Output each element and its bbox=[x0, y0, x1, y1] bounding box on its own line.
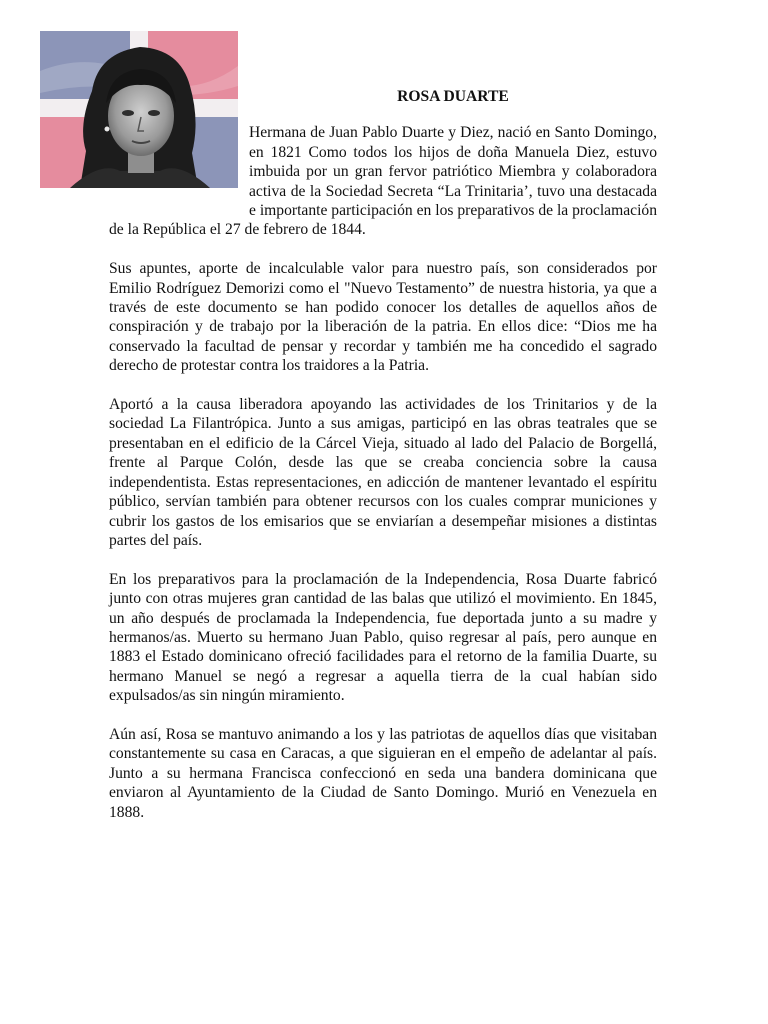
page-title: ROSA DUARTE bbox=[397, 88, 509, 105]
paragraph-5: Aún así, Rosa se mantuvo animando a los y las patriotas de aquellos días que visitaban constantemente su casa en Caracas, a que siguieran en el empeño de adelantar al país. Junto a su hermana Francisca confeccionó en seda una bandera dominicana que enviaron al Ayuntamiento de la Ciudad de Santo Domingo. Murió en Venezuela en 1888. bbox=[109, 725, 657, 821]
paragraph-1: Hermana de Juan Pablo Duarte y Diez, nació en Santo Domingo, en 1821 Como todos los hijos de doña Manuela Diez, estuvo imbuida por un gran fervor patriótico Miembra y colaboradora activa de la Sociedad Secreta “La Trinitaria’, tuvo una destacada e importante participación en los preparativos de la proclamación de la República el 27 de febrero de 1844. bbox=[109, 124, 657, 239]
image-wrap-spacer bbox=[109, 123, 249, 201]
paragraph-2: Sus apuntes, aporte de incalculable valor para nuestro país, son considerados por Emilio Rodríguez Demorizi como el "Nuevo Testamento” de nuestra historia, ya que a través de este documento se han podido conocer los detalles de aquellos años de conspiración y de trabajo por la liberación de la patria. En ellos dice: “Dios me ha conservado la facultad de pensar y recordar y también me ha concedido el sagrado derecho de protestar contra los traidores a la Patria. bbox=[109, 260, 657, 375]
paragraph-3: Aportó a la causa liberadora apoyando las actividades de los Trinitarios y de la sociedad La Filantrópica. Junto a sus amigas, participó en las obras teatrales que se presentaban en el edificio de la Cárcel Vieja, situado al lado del Palacio de Borgellá, frente al Parque Colón, desde las que se creaba conciencia sobre la causa independentista. Estas representaciones, en adicción de mantener levantado el espíritu público, servían también para obtener recursos con los cuales comprar municiones y cubrir los gastos de los emisarios que se enviarían a desempeñar misiones a distintas partes del país. bbox=[109, 396, 657, 549]
paragraph-4: En los preparativos para la proclamación de la Independencia, Rosa Duarte fabricó junto con otras mujeres gran cantidad de las balas que utilizó el movimiento. En 1845, un año después de proclamada la Independencia, fue deportada junto a su madre y hermanos/as. Muerto su hermano Juan Pablo, quiso regresar al país, pero aunque en 1883 el Estado dominicano ofreció facilidades para el retorno de la familia Duarte, su hermano Manuel se negó a regresar a aquella tierra de la cual habían sido expulsados/as sin ningún miramiento. bbox=[109, 570, 657, 705]
article bbox=[109, 87, 657, 841]
